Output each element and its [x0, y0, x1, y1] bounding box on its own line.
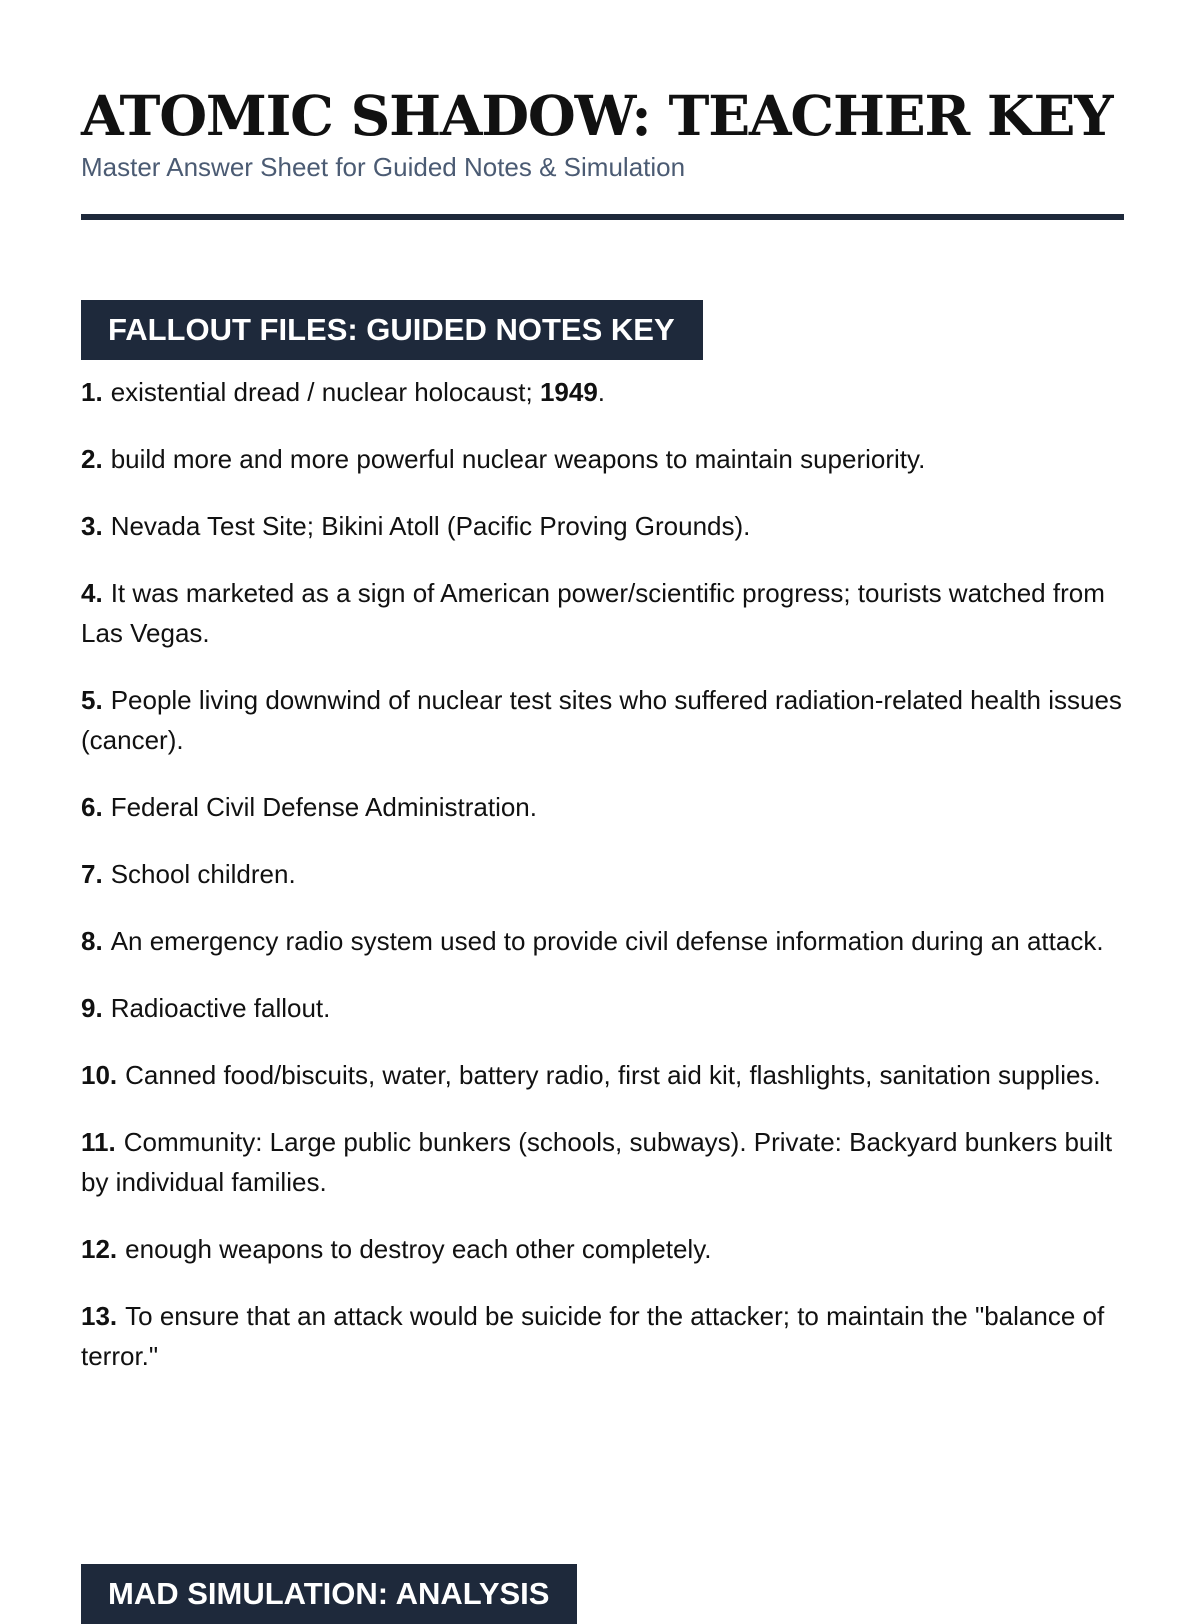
answer-item [81, 439, 1124, 479]
answer-number: 1. [81, 377, 103, 407]
answer-number: 10. [81, 1060, 118, 1090]
answer-number: 12. [81, 1234, 118, 1264]
answer-text: existential dread / nuclear holocaust; [110, 377, 540, 407]
answer-item [81, 921, 1124, 961]
answer-year: 1949 [539, 377, 598, 407]
answer-item [81, 372, 1124, 412]
answer-text: An emergency radio system used to provide civil defense information during an attack. [110, 926, 1104, 956]
section-heading-guided-notes: FALLOUT FILES: GUIDED NOTES KEY [81, 300, 703, 360]
answer-item [81, 854, 1124, 894]
answer-text: Radioactive fallout. [110, 993, 331, 1023]
answer-number: 5. [81, 685, 103, 715]
answer-item [81, 680, 1124, 760]
answer-number: 7. [81, 859, 103, 889]
answer-number: 9. [81, 993, 103, 1023]
answer-number: 6. [81, 792, 103, 822]
answer-punctuation: . [597, 377, 606, 407]
section-heading-mad-simulation: MAD SIMULATION: ANALYSIS [81, 1564, 577, 1624]
answer-text: Nevada Test Site; Bikini Atoll (Pacific Proving Grounds). [110, 511, 751, 541]
answer-text: enough weapons to destroy each other completely. [125, 1234, 712, 1264]
answer-number: 11. [81, 1127, 116, 1157]
answer-item [81, 1296, 1124, 1376]
answer-text: People living downwind of nuclear test sites who suffered radiation-related health issues (cancer). [81, 685, 1122, 755]
answer-item [81, 1055, 1124, 1095]
answer-number: 4. [81, 578, 103, 608]
answer-text: Canned food/biscuits, water, battery radio, first aid kit, flashlights, sanitation supplies. [125, 1060, 1101, 1090]
answer-list [81, 372, 1124, 1403]
page-title: ATOMIC SHADOW: TEACHER KEY [81, 83, 1113, 148]
answer-number: 2. [81, 444, 103, 474]
answer-item [81, 1229, 1124, 1269]
answer-number: 13. [81, 1301, 118, 1331]
answer-number: 3. [81, 511, 103, 541]
answer-text: School children. [110, 859, 296, 889]
answer-item [81, 988, 1124, 1028]
answer-text: It was marketed as a sign of American power/scientific progress; tourists watched from Las Vegas. [81, 578, 1105, 648]
answer-text: To ensure that an attack would be suicide for the attacker; to maintain the "balance of terror." [81, 1301, 1105, 1371]
page-subtitle: Master Answer Sheet for Guided Notes & Simulation [81, 152, 686, 182]
answer-number: 8. [81, 926, 103, 956]
answer-item [81, 1122, 1124, 1202]
answer-text: Federal Civil Defense Administration. [110, 792, 537, 822]
answer-item [81, 787, 1124, 827]
answer-text: build more and more powerful nuclear weapons to maintain superiority. [110, 444, 926, 474]
answer-text: Community: Large public bunkers (schools, subways). Private: Backyard bunkers built by individual families. [81, 1127, 1113, 1197]
answer-item [81, 506, 1124, 546]
answer-item [81, 573, 1124, 653]
title-divider [81, 214, 1124, 220]
